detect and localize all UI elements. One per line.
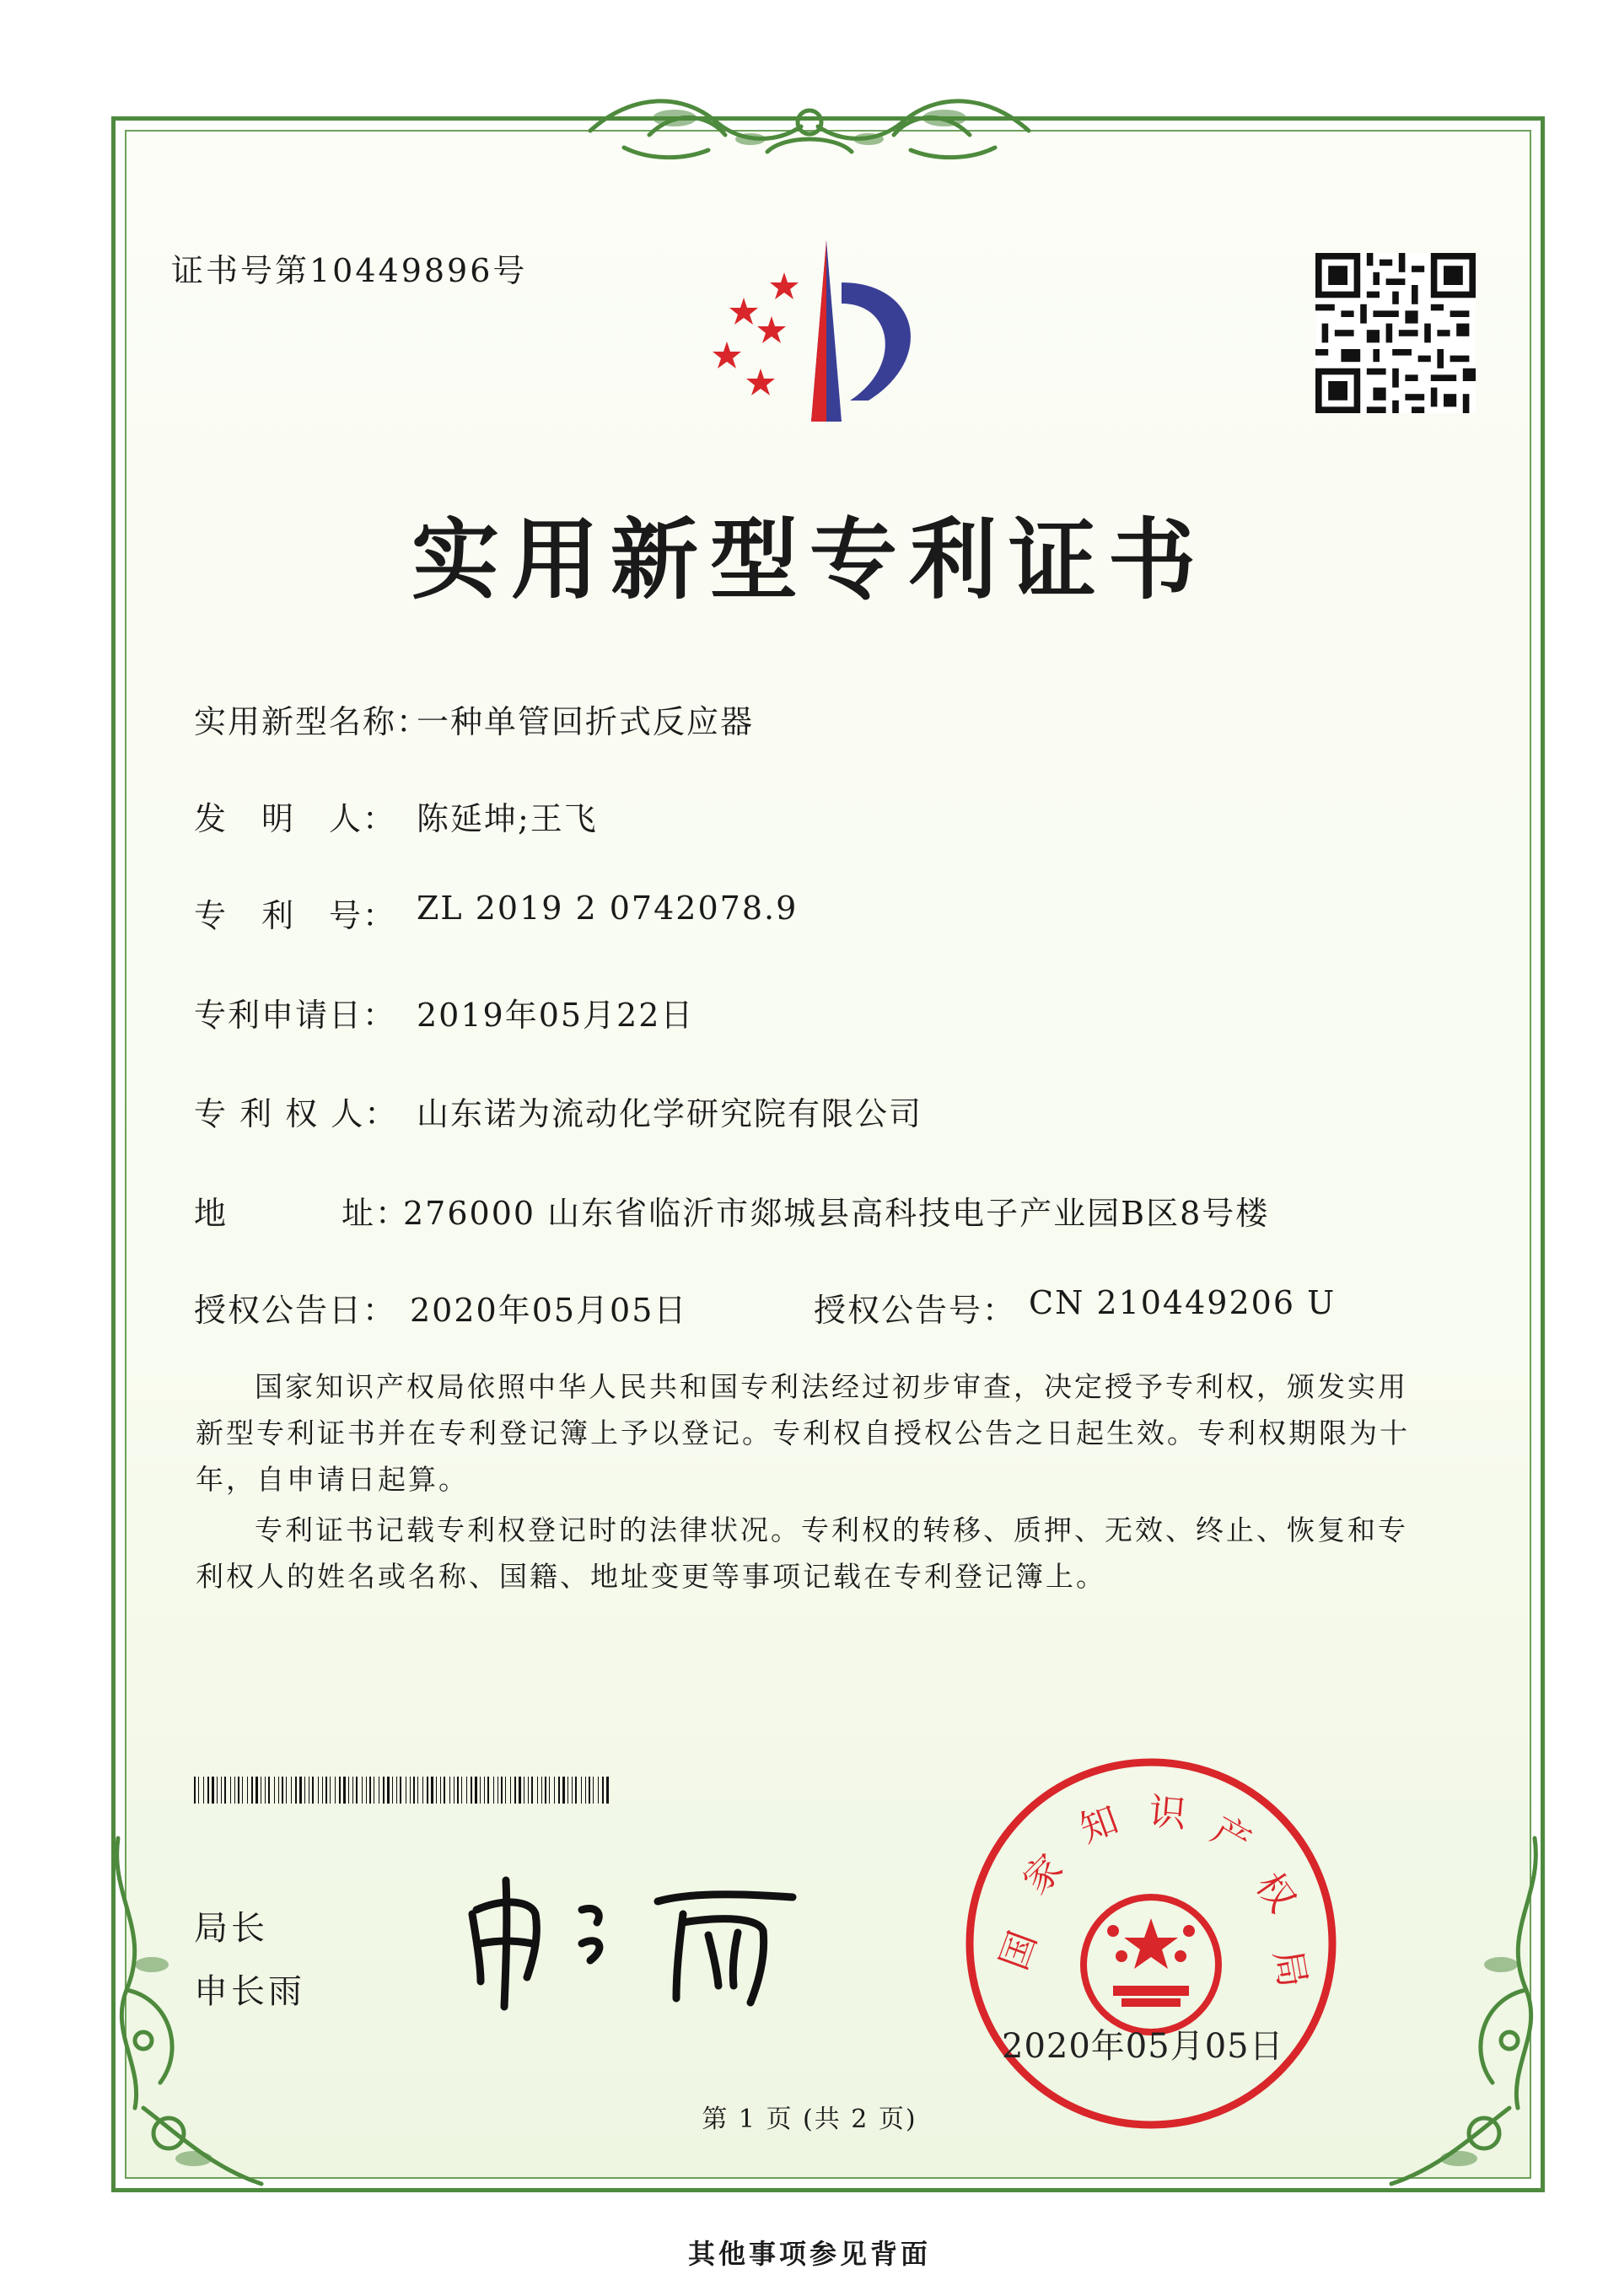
certificate-number: 证书号第10449896号 bbox=[171, 252, 528, 289]
ornament-icon bbox=[573, 84, 1046, 169]
address-label-suffix: 址： bbox=[342, 1195, 410, 1232]
official-name: 申长雨 bbox=[194, 1972, 305, 2011]
seal-char: 识 bbox=[1147, 1790, 1188, 1836]
name-label: 实用新型名称： bbox=[194, 703, 431, 740]
seal-char: 家 bbox=[1014, 1846, 1072, 1903]
seal-char: 局 bbox=[1265, 1946, 1315, 1991]
page-title: 实用新型专利证书 bbox=[411, 508, 1208, 611]
seal-date: 2020年05月05日 bbox=[1002, 2027, 1284, 2066]
footer-note: 其他事项参见背面 bbox=[687, 2238, 931, 2270]
application-date-value: 2019年05月22日 bbox=[417, 997, 695, 1034]
legal-paragraph: 专利证书记载专利权登记时的法律状况。专利权的转移、质押、无效、终止、恢复和专利权人的姓名或名称、国籍、地址变更等事项记载在专利登记簿上。 bbox=[196, 1514, 1408, 1593]
seal-char: 知 bbox=[1074, 1798, 1124, 1852]
patent-number-value: ZL 2019 2 0742078.9 bbox=[417, 890, 799, 927]
seal-char: 国 bbox=[992, 1926, 1046, 1976]
patent-number-label: 专 利 号： bbox=[194, 897, 397, 934]
seal-char: 产 bbox=[1203, 1808, 1258, 1864]
seal-text-ring bbox=[953, 1745, 1349, 2142]
inventor-value: 陈延坤;王飞 bbox=[417, 800, 598, 837]
official-title: 局长 bbox=[194, 1909, 268, 1948]
page-indicator: 第 1 页 (共 2 页) bbox=[702, 2105, 917, 2134]
address-value: 276000 山东省临沂市郯城县高科技电子产业园B区8号楼 bbox=[403, 1195, 1270, 1232]
seal-char: 权 bbox=[1246, 1864, 1304, 1921]
patentee-value: 山东诺为流动化学研究院有限公司 bbox=[417, 1095, 923, 1132]
application-date-label: 专利申请日： bbox=[194, 997, 397, 1034]
grant-number-value: CN 210449206 U bbox=[1029, 1284, 1337, 1321]
ornament-icon bbox=[1374, 1830, 1560, 2209]
ornament-icon bbox=[93, 1830, 278, 2209]
address-label: 地 bbox=[194, 1195, 229, 1232]
grant-number-label: 授权公告号： bbox=[814, 1292, 1017, 1329]
cnipa-logo-icon bbox=[700, 232, 944, 430]
name-value: 一种单管回折式反应器 bbox=[417, 703, 755, 740]
signature bbox=[455, 1863, 818, 2015]
inventor-label: 发 明 人： bbox=[194, 800, 397, 837]
legal-paragraph: 国家知识产权局依照中华人民共和国专利法经过初步审查，决定授予专利权，颁发实用新型专利证书并在专利登记簿上予以登记。专利权自授权公告之日起生效。专利权期限为十年，自申请日起算。 bbox=[196, 1370, 1410, 1496]
barcode-icon bbox=[194, 1777, 611, 1804]
qr-code-icon bbox=[1315, 253, 1476, 413]
grant-date-label: 授权公告日： bbox=[194, 1292, 397, 1329]
grant-date-value: 2020年05月05日 bbox=[410, 1292, 688, 1329]
patentee-label: 专 利 权 人： bbox=[194, 1095, 399, 1132]
